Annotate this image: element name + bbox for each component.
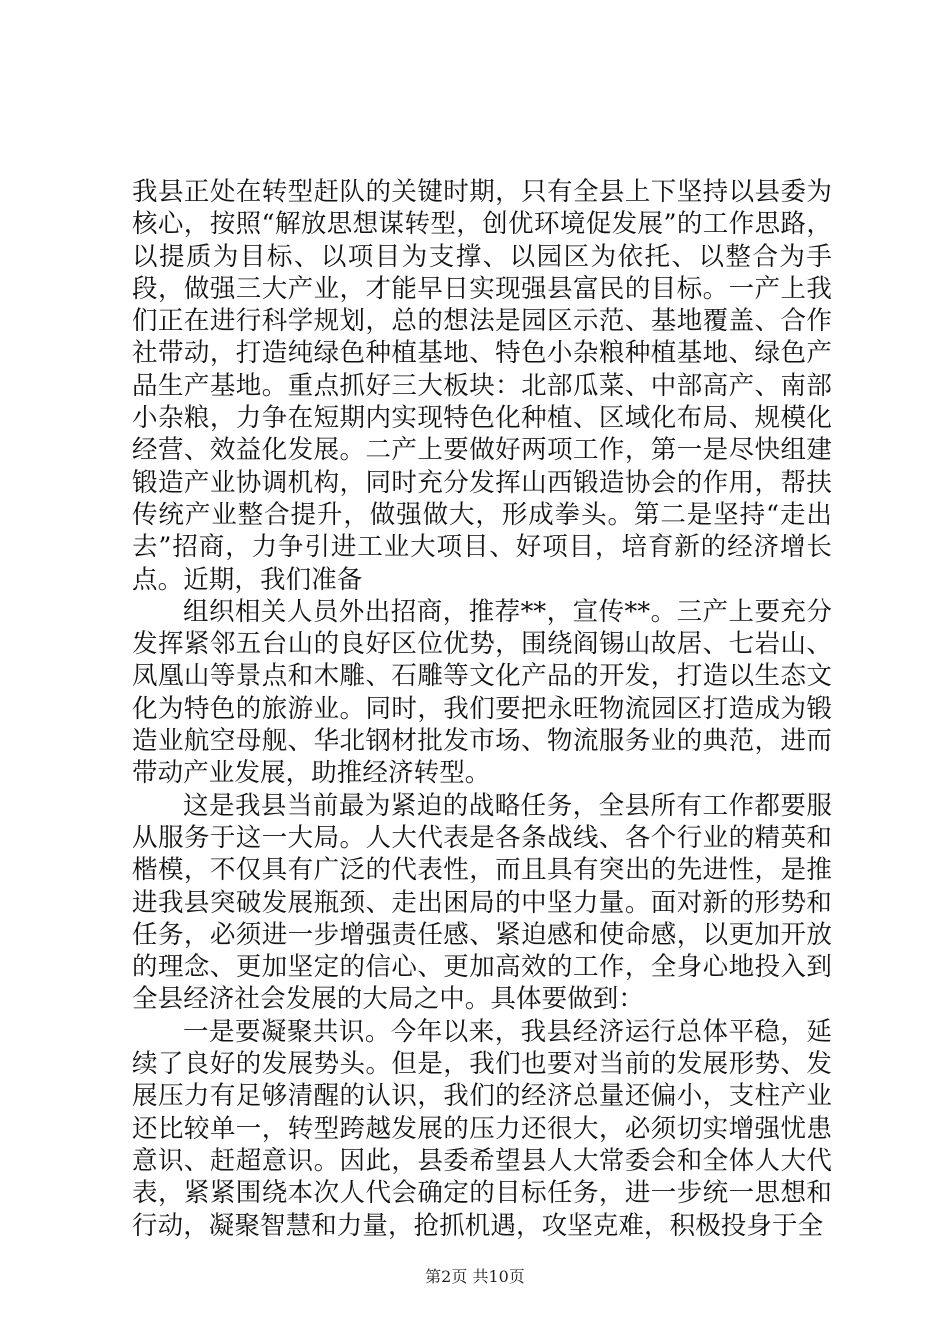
paragraph-4: 一是要凝聚共识。今年以来，我县经济运行总体平稳，延续了良好的发展势头。但是，我们也要对当前的发展形势、发展压力有足够清醒的认识，我们的经济总量还偏小，支柱产业还比较单一，转型跨越发展的压力还很大，必须切实增强忧患意识、赶超意识。因此，县委希望县人大常委会和全体人大代表，紧紧围绕本次人代会确定的目标任务，进一步统一思想和行动，凝聚智慧和力量，抢抓机遇，攻坚克难，积极投身于全 — [132, 1016, 832, 1241]
document-body — [132, 176, 832, 1242]
page-number-label: 第2页 共10页 — [425, 1267, 525, 1286]
paragraph-3: 这是我县当前最为紧迫的战略任务，全县所有工作都要服从服务于这一大局。人大代表是各条战线、各个行业的精英和楷模，不仅具有广泛的代表性，而且具有突出的先进性，是推进我县突破发展瓶颈、走出困局的中坚力量。面对新的形势和任务，必须进一步增强责任感、紧迫感和使命感，以更加开放的理念、更加坚定的信心、更加高效的工作，全身心地投入到全县经济社会发展的大局之中。具体要做到： — [132, 790, 832, 1015]
paragraph-1: 我县正处在转型赶队的关键时期，只有全县上下坚持以县委为核心，按照“解放思想谋转型，创优环境促发展”的工作思路，以提质为目标、以项目为支撑、以园区为依托、以整合为手段，做强三大产业，才能早日实现强县富民的目标。一产上我们正在进行科学规划，总的想法是园区示范、基地覆盖、合作社带动，打造纯绿色种植基地、特色小杂粮种植基地、绿色产品生产基地。重点抓好三大板块：北部瓜菜、中部高产、南部小杂粮，力争在短期内实现特色化种植、区域化布局、规模化经营、效益化发展。二产上要做好两项工作，第一是尽快组建锻造产业协调机构，同时充分发挥山西锻造协会的作用，帮扶传统产业整合提升，做强做大，形成拳头。第二是坚持“走出去”招商，力争引进工业大项目、好项目，培育新的经济增长点。近期，我们准备 — [132, 177, 832, 595]
paragraph-2: 组织相关人员外出招商，推荐**，宣传**。三产上要充分发挥紧邻五台山的良好区位优势，围绕阎锡山故居、七岩山、凤凰山等景点和木雕、石雕等文化产品的开发，打造以生态文化为特色的旅游业。同时，我们要把永旺物流园区打造成为锻造业航空母舰、华北钢材批发市场、物流服务业的典范，进而带动产业发展，助推经济转型。 — [132, 596, 832, 789]
page-footer — [0, 1264, 950, 1287]
